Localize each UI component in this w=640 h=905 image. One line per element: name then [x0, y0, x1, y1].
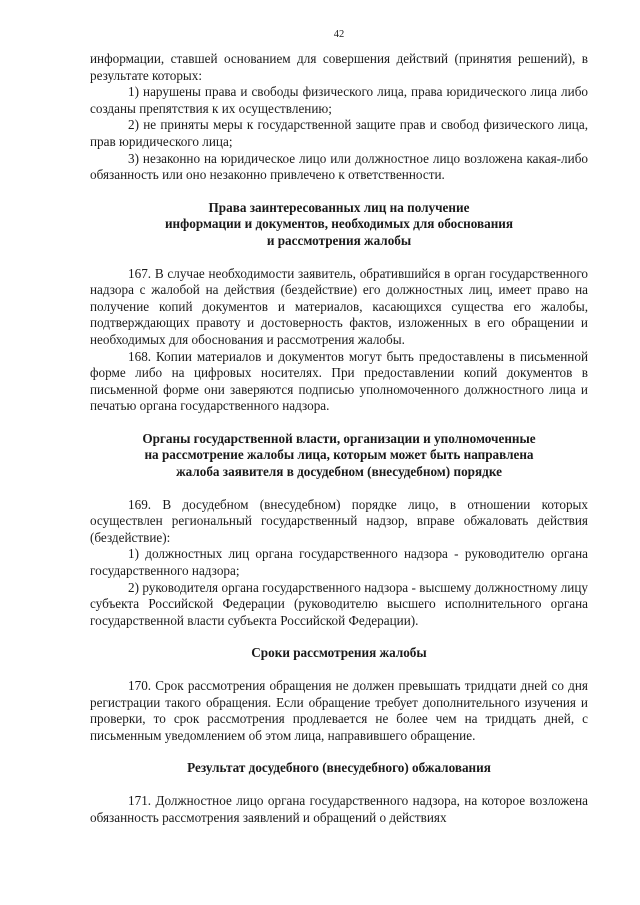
section-heading — [90, 431, 588, 481]
section-heading-line: жалоба заявителя в досудебном (внесудебном) порядке — [176, 464, 502, 480]
list-item: 1) должностных лиц органа государственного надзора - руководителю органа государственного надзора; — [90, 546, 588, 579]
section-heading-line: на рассмотрение жалобы лица, которым может быть направлена — [144, 447, 534, 463]
section-heading — [90, 200, 588, 250]
section-heading-line: Права заинтересованных лиц на получение — [208, 199, 470, 215]
section-heading-line: Органы государственной власти, организации и уполномоченные — [142, 430, 536, 446]
intro-list-item: 3) незаконно на юридическое лицо или должностное лицо возложена какая-либо обязанность или оно незаконно привлечено к ответственности. — [90, 150, 588, 183]
intro-list-item: 2) не приняты меры к государственной защите прав и свобод физического лица, прав юридического лица; — [90, 117, 588, 149]
section-heading-line: и рассмотрения жалобы — [266, 232, 412, 248]
intro-paragraph: информации, ставшей основанием для совершения действий (принятия решений), в результате которых: — [90, 51, 588, 83]
paragraph-168: 168. Копии материалов и документов могут быть предоставлены в письменной форме либо на цифровых носителях. При предоставлении копий документов в письменной форме они заверяются подписью уполномоченного должностного лица и печатью органа государственного надзора. — [90, 348, 588, 414]
paragraph-169: 169. В досудебном (внесудебном) порядке лицо, в отношении которых осуществлен региональный государственный надзор, вправе обжаловать действия (бездействие): — [90, 496, 588, 545]
section-heading-line: Сроки рассмотрения жалобы — [251, 645, 427, 661]
paragraph-167: 167. В случае необходимости заявитель, обратившийся в орган государственного надзора с жалобой на действия (бездействие) его должностных лиц, имеет право на получение копий документов и материалов, касающихся существа его жалобы, подтверждающих правоту и достоверность фактов, изложенных в его обращении и необходимых для обоснования и рассмотрения жалобы. — [90, 265, 588, 347]
paragraph-170: 170. Срок рассмотрения обращения не должен превышать тридцати дней со дня регистрации такого обращения. Если обращение требует дополнительного изучения и проверки, то срок рассмотрения продлевается не более чем на тридцать дней, с письменным уведомлением об этом лица, направившего обращение. — [90, 678, 588, 743]
list-item: 2) руководителя органа государственного надзора - высшему должностному лицу субъекта Российской Федерации (руководителю высшего исполнительного органа государственной власти субъекта Российской Федерации). — [90, 579, 588, 628]
document-page — [90, 28, 588, 826]
section-heading — [90, 645, 588, 662]
section-heading-line: Результат досудебного (внесудебного) обжалования — [187, 760, 491, 776]
intro-list-item: 1) нарушены права и свободы физического лица, права юридического лица либо созданы препятствия к их осуществлению; — [90, 84, 588, 116]
paragraph-171: 171. Должностное лицо органа государственного надзора, на которое возложена обязанность рассмотрения заявлений и обращений о действиях — [90, 792, 588, 825]
page-number: 42 — [333, 29, 345, 40]
section-heading-line: информации и документов, необходимых для обоснования — [164, 216, 514, 232]
section-heading — [90, 760, 588, 777]
